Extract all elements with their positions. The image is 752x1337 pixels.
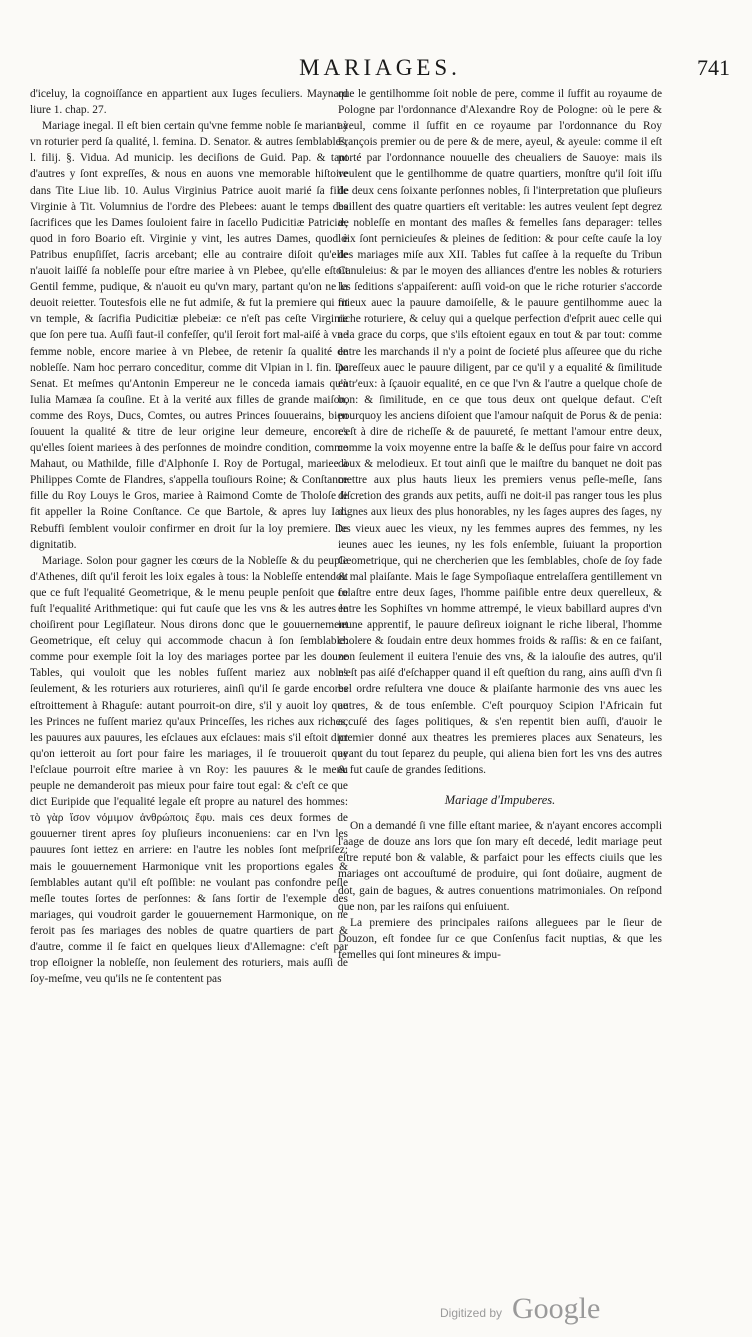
page-number: 741	[697, 55, 730, 80]
paragraph: La premiere des principales raiſons alleguees par le ſieur de Douzon, eſt fondee ſur ce que Conſenſus facit nuptias, & que les femelles qui ſont mineures & impu-	[338, 916, 662, 961]
paragraph: Mariage inegal. Il eſt bien certain qu'vne femme noble ſe mariant à vn roturier perd ſa qualité, l. femina. D. Senator. & autres ſemblables, l. filij. §. Vidua. Ad municip. les deciſions de Guid. Pap. & tant d'autres y ſont expreſſes, & nous en auons vne memorable hiſtoire dans Tite Liue lib. 10. Aulus Virginius Patrice auoit marié ſa fille Virginie à Tit. Volumnius de l'ordre des Plebees: auant le temps des ſacrifices que les Dames ſouloient faire in ſacello Pudicitiæ Patriciæ, quod in foro Boario eſt. Virginie y vint, les autres Dames, quod è Patribus enupſiſſet, ſacris arcebant; elle au contraire diſoit qu'elle n'auoit laiſſé ſa nobleſſe pour eſtre mariee à vn Plebee, qu'elle eſtoit Gentil femme, pudique, & n'auoit eu qu'vn mary, partant qu'on ne la deuoit reietter. Toutesfois elle ne fut admiſe, & fut la premiere qui fit vn temple, & ſacrifia Pudicitiæ plebeiæ: ce n'eſt pas ceſte Virginie que ſon pere tua. Auſſi faut-il confeſſer, qu'il ſeroit fort mal-aiſé à vne femme noble, encore mariee à vn Plebee, de retenir ſa qualité de nobleſſe. Nam hoc perraro conceditur, comme dit Vlpian in l. fin. De Senat. Et meſmes qu'Antonin Empereur ne le conceda iamais qu'à Iulia Mamæa ſa couſine. Et à la verité aux filles de grande maiſon, comme des Roys, Ducs, Comtes, ou autres Princes ſouuerains, bien ſouuent la qualité & titre de leur origine leur demeure, encores qu'elles ſoient mariees à des perſonnes de moindre condition, comme Mahaut, ou Mathilde, fille d'Alphonſe I. Roy de Portugal, mariee à Philippes Comte de Flandres, s'appella touſiours Roine; & Conſtance fille du Roy Louys le Gros, mariee à Raimond Comte de Tholoſe ſe fit appeller la Roine Conſtance. Ce que Bartole, & apres luy Iac. Rebuffi ſemblent vouloir confirmer en droit ſur la loy premiere. De dignitatib.	[30, 120, 348, 551]
digitized-watermark	[440, 1292, 640, 1328]
paragraph: Mariage. Solon pour gagner les cœurs de la Nobleſſe & du peuple d'Athenes, diſt qu'il feroit les loix egales à tous: la Nobleſſe entendoit que ce fuſt l'equalité Geometrique, & le menu peuple penſoit que ce fuſt l'equalité Arithmetique: qui fut cauſe que les vns & les autres le choiſirent pour Legiſlateur. Nous dirons donc que le gouuernement Geometrique, eſt celuy qui accommode chacun à ſon ſemblable: comme pour exemple ſoit la loy des mariages portee par les douze Tables, qui vouloit que les nobles fuſſent mariez aux nobles ſeulement, & les roturiers aux roturieres, ainſi qu'il ſe garde encores eſtroittement à Rhaguſe: autant pourroit-on dire, s'il y auoit loy que les Princes ne fuſſent mariez qu'aux Princeſſes, les riches aux riches, les pauures aux pauures, les eſclaues aux eſclaues: mais s'il eſtoit dict qu'on ietteroit au ſort pour faire les mariages, il ſe trouueroit que l'eſclaue pourroit eſtre mariee à vn Roy: les pauures & le menu peuple ne demanderoit pas mieux pour faire tout egal: & c'eſt ce que dict Euripide que l'equalité legale eſt propre au naturel des hommes: τὸ γὰρ ἴσον νόμιμον ἀνθρώποις ἔφυ. mais ces deux formes de gouuerner tirent apres ſoy pluſieurs inconueniens: car en l'vn les pauures ſont iettez en arriere: en l'autre les nobles ſont meſpriſez: mais le gouuernement Harmonique vnit les proportions egales & ſemblables autant qu'il eſt poſſible: ne voulant pas confondre peſle meſle toutes ſortes de perſonnes: & ſans ſortir de l'exemple des mariages, qui voudroit garder le gouuernement Harmonique, on ne feroit pas ſes mariages des nobles de quatre quartiers de part & d'autre, comme il ſe faict en quelques lieux d'Allemagne: c'eſt par trop eſloigner la nobleſſe, non ſeulement des roturiers, mais auſſi de ſoy-meſme, veu qu'ils ne ſe contentent pas	[30, 554, 348, 986]
running-title: MARIAGES.	[299, 55, 461, 80]
google-logo: Google	[512, 1292, 601, 1325]
right-column	[338, 86, 662, 963]
section-heading: Mariage d'Impuberes.	[444, 793, 556, 808]
paragraph: d'iceluy, la cognoiſſance en appartient aux Iuges ſeculiers. Maynard liure 1. chap. 27.	[30, 88, 348, 117]
paragraph: On a demandé ſi vne fille eſtant mariee, & n'ayant encores accompli l'aage de douze ans lors que ſon mary eſt decedé, ledit mariage peut eſtre reputé bon & valable, & parfaict pour les effects ciuils que les mariages ont accouſtumé de produire, qui ſont doüaire, augment de dot, gain de bagues, & autres conuentions matrimoniales. On reſpond que non, par les raiſons qui enſuiuent.	[338, 820, 662, 913]
digitized-by-text: Digitized by	[440, 1306, 503, 1320]
page-header	[30, 55, 730, 85]
paragraph: que le gentilhomme ſoit noble de pere, comme il ſuffit au royaume de Pologne par l'ordonnance d'Alexandre Roy de Pologne: où le pere & ayeul, comme il ſuffit en ce royaume par l'ordonnance du Roy François premier ou de pere & de mere, ayeul, & ayeule: comme il eſt porté par l'ordonnance nouuelle des cheualiers de Sauoye: mais ils veulent que le gentilhomme de quatre quartiers, monſtre qu'il ſoit iſſu de deux cens ſoixante perſonnes nobles, ſi l'interpretation que pluſieurs baillent des quatre quartiers eſt veritable: les autres veulent ſept degrez de nobleſſe en montant des maſles & femelles ſans deparager: telles loix ſont pernicieuſes & pleines de ſedition: & pour ceſte cauſe la loy des mariages miſe aux XII. Tables fut caſſee à la requeſte du Tribun Canuleius: & par le moyen des alliances d'entre les nobles & roturiers les ſeditions s'appaiſerent: auſſi void-on que le riche roturier s'accorde mieux auec la pauure damoiſelle, & le pauure gentilhomme auec la riche roturiere, & celuy qui a quelque perfection d'eſprit auec celle qui a la grace du corps, que s'ils eſtoient egaux en tout & par tout: comme entre les marchands il n'y a point de ſocieté plus aſſeuree que du riche pareſſeux auec le pauure diligent, par ce qu'il y a equalité & ſimilitude entr'eux: à ſçauoir equalité, en ce que l'vn & l'autre a quelque choſe de bon: & ſimilitude, en ce que tous deux ont quelque defaut. C'eſt pourquoy les anciens diſoient que l'amour naſquit de Porus & de penia: c'eſt à dire de richeſſe & de pauureté, ſe mettant l'amour entre deux, comme la voix moyenne entre la baſſe & le deſſus pour faire vn accord doux & melodieux. Et tout ainſi que le maiſtre du banquet ne doit pas mettre aux plus hauts lieux les premiers venus peſle-meſle, ſans diſcretion des grands aux petits, auſſi ne doit-il pas ranger tous les plus dignes aux lieux des plus honorables, ny les ſages aupres des ſages, ny les vieux auec les vieux, ny les femmes aupres des femmes, ny les ieunes auec les ieunes, ny les fols enſemble, ſuiuant la proportion Geometrique, qui ne chercherien que les ſemblables, choſe de ſoy fade & mal plaiſante. Mais le ſage Sympoſiaque entrelaſſera gentillement vn folaſtre entre deux ſages, l'homme paiſible entre deux querelleux, & entre les Sophiſtes vn homme attrempé, le vieux babillard aupres d'vn ieune apprentif, le pauure deſireux ioignant le riche liberal, l'homme cholere & ſoudain entre deux hommes froids & raſſis: & en ce faiſant, non ſeulement il euitera l'enuie des vns, & la ialouſie des autres, qu'il n'eſt pas aiſé d'eſchapper quand il eſt queſtion du rang, ains auſſi d'vn ſi bel ordre reſultera vne douce & plaiſante harmonie des vns auec les autres, & de tous enſemble. C'eſt pourquoy Scipion l'Africain fut accuſé des ſages politiques, & s'en repentit bien auſſi, d'auoir le premier donné aux theatres les premieres places aux Senateurs, les ayant du tout ſeparez du peuple, qui aliena bien fort les vns des autres & fut cauſe de grandes ſeditions.	[338, 88, 662, 776]
left-column	[30, 86, 348, 987]
